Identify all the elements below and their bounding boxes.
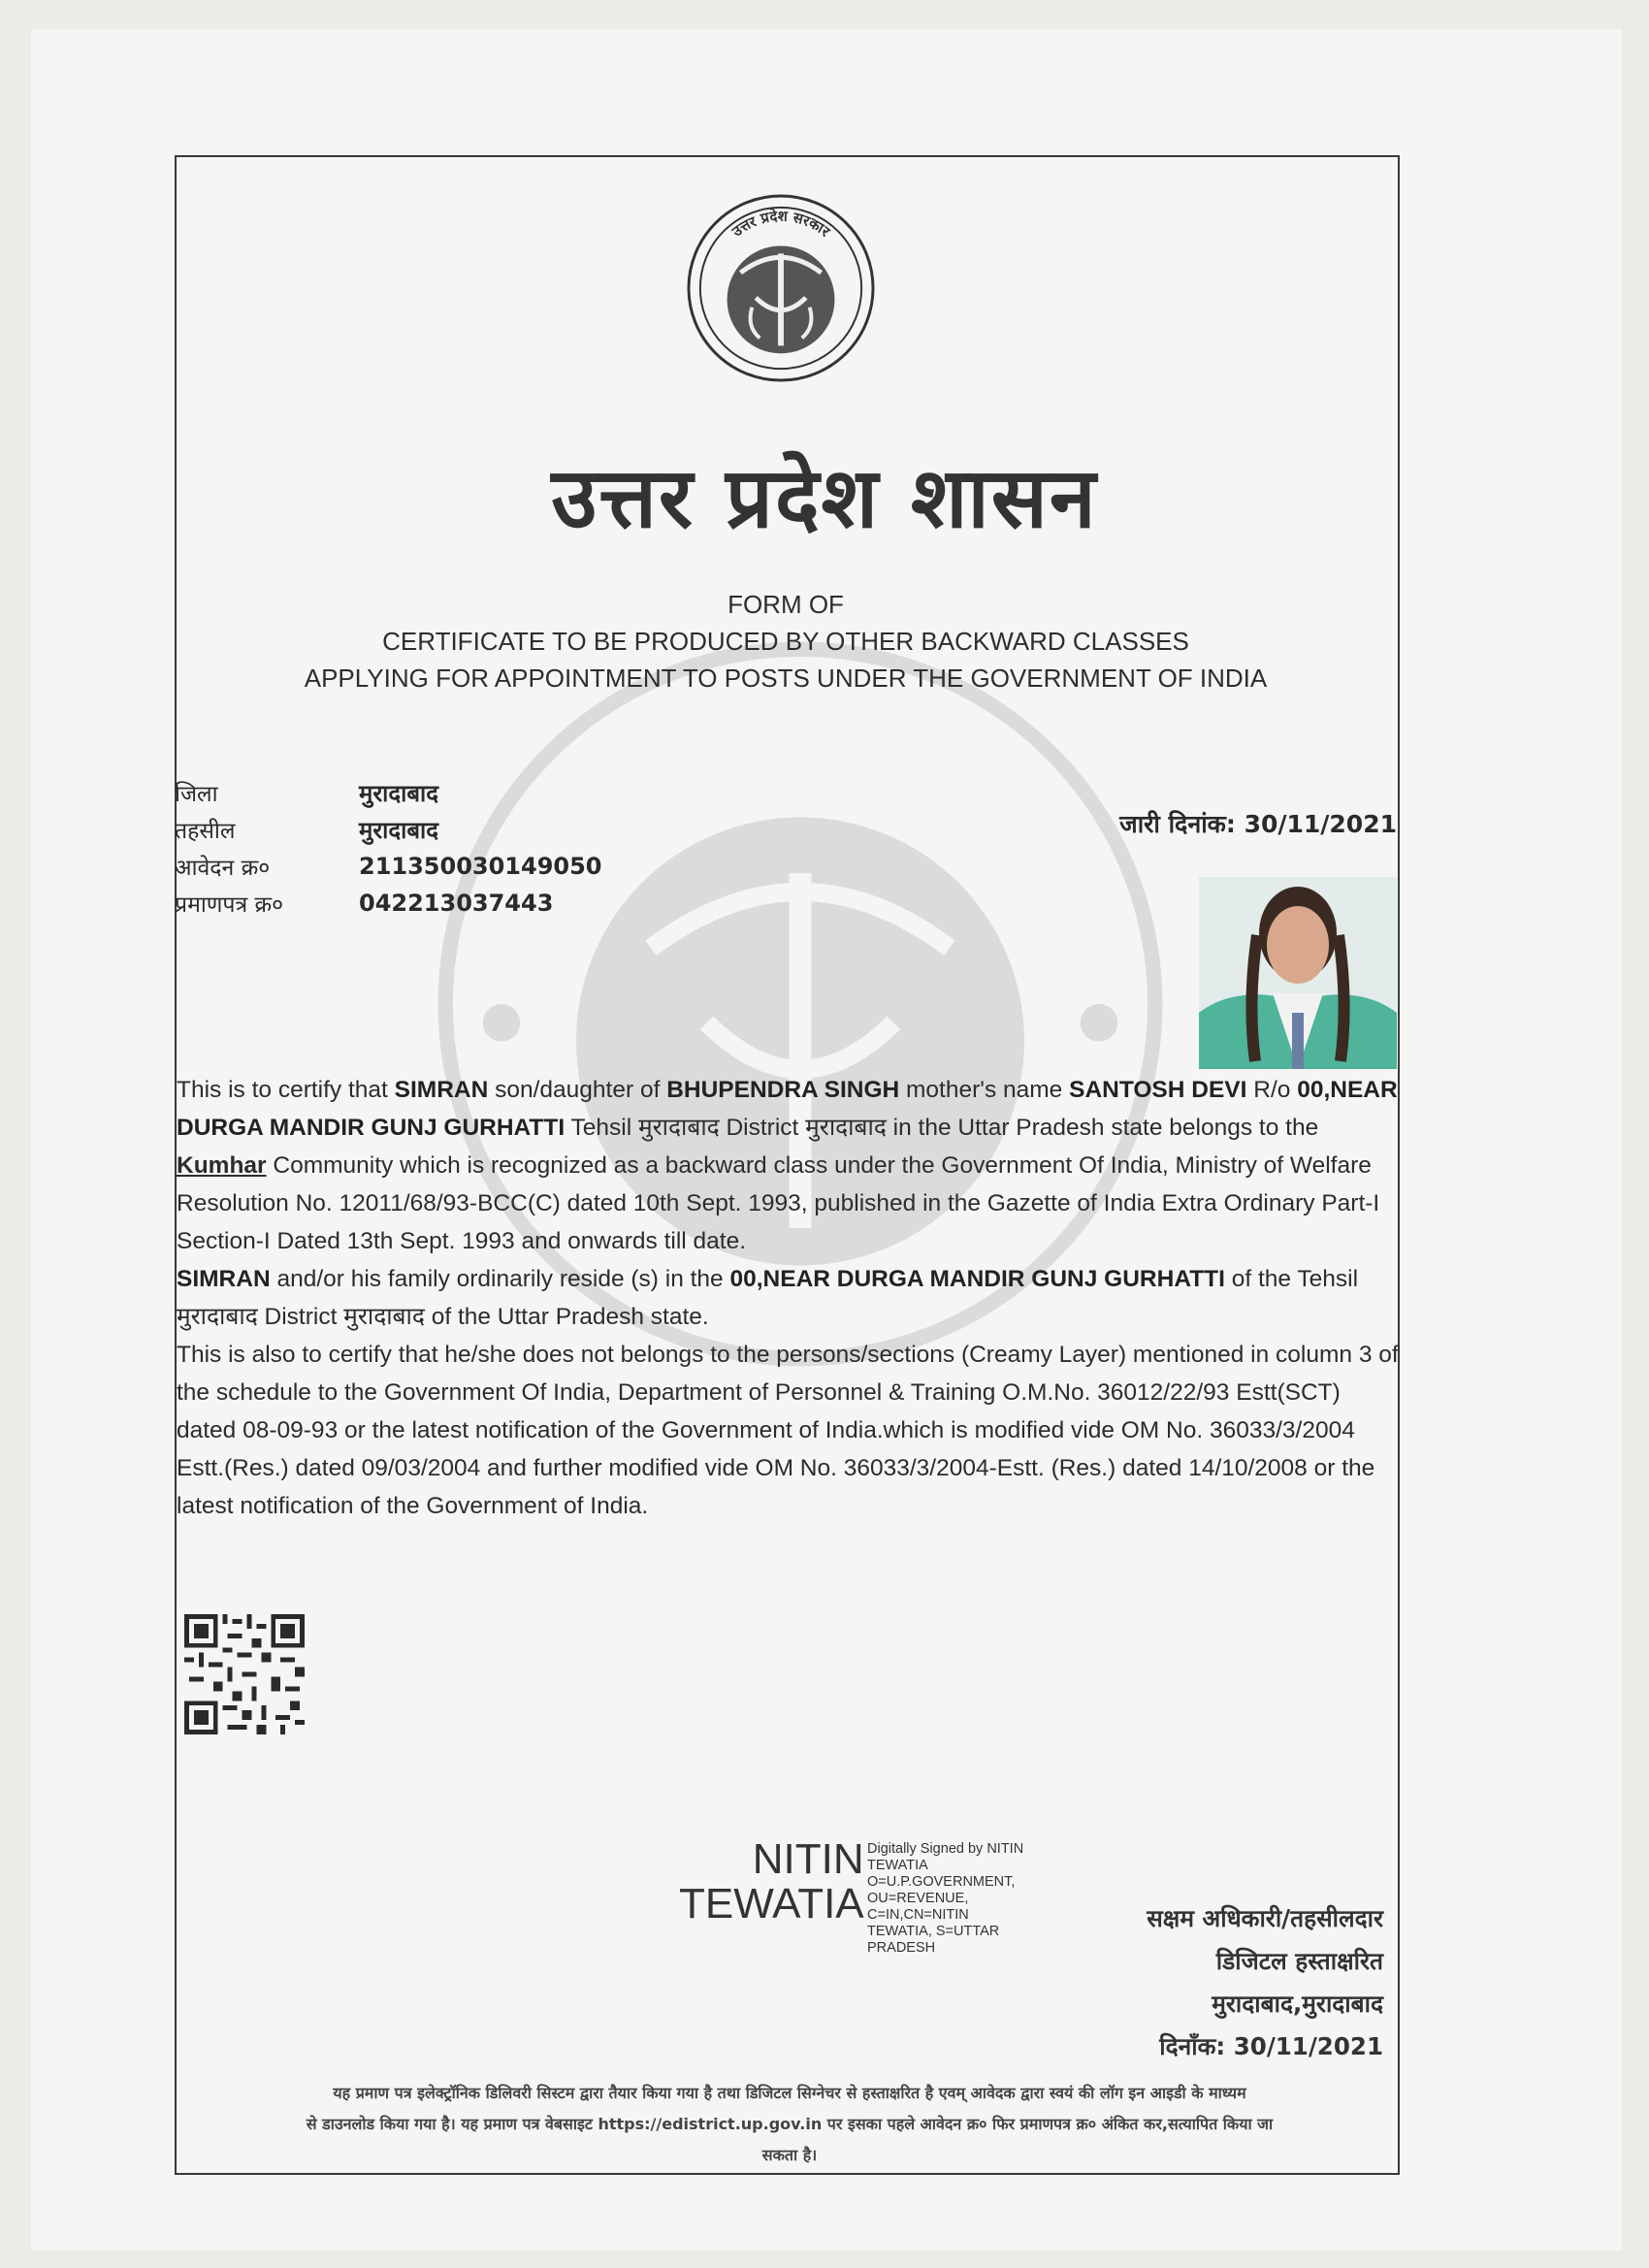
body-text: son/daughter of [488, 1077, 667, 1103]
body-paragraph-1 [177, 1071, 1399, 1260]
signature-detail-line: O=U.P.GOVERNMENT, [867, 1874, 1016, 1890]
address: 00,NEAR DURGA MANDIR GUNJ GURHATTI [177, 1077, 1398, 1141]
signature-detail-line: OU=REVENUE, [867, 1891, 969, 1906]
up-govt-emblem [685, 184, 877, 392]
authority-location: मुरादाबाद,मुरादाबाद [1212, 1990, 1383, 2018]
body-text: R/o [1246, 1077, 1298, 1103]
signature-detail-line: TEWATIA, S=UTTAR [867, 1924, 1000, 1939]
digital-signature-details [867, 1841, 1023, 1957]
applicant-name: SIMRAN [394, 1077, 489, 1103]
community-name: Kumhar [177, 1152, 267, 1179]
signature-detail-line: TEWATIA [867, 1858, 928, 1873]
info-value: मुरादाबाद [359, 816, 439, 844]
applicant-name: SIMRAN [177, 1266, 271, 1292]
mother-name: SANTOSH DEVI [1069, 1077, 1247, 1103]
father-name: BHUPENDRA SINGH [666, 1077, 900, 1103]
info-row-district [175, 774, 602, 811]
authority-block [1077, 1897, 1383, 2068]
authority-designation: सक्षम अधिकारी/तहसीलदार [1147, 1904, 1383, 1932]
form-of-heading: FORM OF [728, 590, 844, 619]
info-row-tehsil [175, 811, 602, 848]
info-value: मुरादाबाद [359, 779, 439, 807]
body-text: mother's name [899, 1077, 1070, 1103]
authority-digital-signed: डिजिटल हस्ताक्षरित [1215, 1947, 1383, 1975]
body-text: Community which is recognized as a backward class under the Government Of India, Ministry of Welfare Resolution No. 12011/68/93-BCC(C) dated 10th Sept. 1993, published in the Gazette of India Extra Ordinary Part-I Section-I Dated 13th Sept. 1993 and onwards till date. [177, 1152, 1380, 1254]
body-text: This is to certify that [177, 1077, 395, 1103]
signatory-name [679, 1837, 864, 1927]
authority-date: दिनाँक: 30/11/2021 [1159, 2032, 1383, 2060]
info-value: 042213037443 [359, 890, 554, 917]
body-paragraph-3: This is also to certify that he/she does not belongs to the persons/sections (Creamy Layer) mentioned in column 3 of the schedule to the Government Of India, Department of Personnel & Training O.M.No. 36012/22/93 Estt(SCT) dated 08-09-93 or the latest notification of the Government of India.which is modified vide OM No. 36033/3/2004 Estt.(Res.) dated 09/03/2004 and further modified vide OM No. 36033/3/2004-Estt. (Res.) dated 14/10/2008 or the latest notification of the Government of India. [177, 1342, 1399, 1519]
body-paragraph-2 [177, 1260, 1399, 1336]
signatory-last-name: TEWATIA [679, 1880, 864, 1928]
info-value: 211350030149050 [359, 853, 602, 880]
issue-date: जारी दिनांक: 30/11/2021 [1119, 810, 1397, 838]
govt-title: उत्तर प्रदेश शासन [551, 450, 1098, 547]
info-row-certificate-no [175, 885, 602, 922]
certificate-body [177, 1071, 1399, 1525]
info-label: आवेदन क्र० [175, 856, 271, 881]
body-text: of the Tehsil मुरादाबाद District मुरादाबाद of the Uttar Pradesh state. [177, 1266, 1359, 1330]
svg-text:उत्तर प्रदेश सरकार [728, 208, 834, 242]
qr-code [184, 1614, 305, 1734]
emblem-text: उत्तर प्रदेश सरकार [728, 207, 834, 241]
applicant-photo [1199, 877, 1397, 1069]
info-row-application-no [175, 848, 602, 885]
footer-line: सकता है। [761, 2146, 818, 2164]
info-block [175, 774, 602, 922]
footer-line: यह प्रमाण पत्र इलेक्ट्रॉनिक डिलिवरी सिस्टम द्वारा तैयार किया गया है तथा डिजिटल सिग्नेचर से हस्ताक्षरित है एवम् आवेदक द्वारा स्वयं की लॉग इन आइडी के माध्यम [333, 2084, 1246, 2102]
info-label: जिला [175, 782, 218, 807]
body-text: and/or his family ordinarily reside (s) in the [270, 1266, 730, 1292]
body-text: Tehsil मुरादाबाद District मुरादाबाद in the Uttar Pradesh state belongs to the [565, 1115, 1319, 1141]
info-label: प्रमाणपत्र क्र० [175, 892, 284, 918]
certificate-heading-line2: APPLYING FOR APPOINTMENT TO POSTS UNDER THE GOVERNMENT OF INDIA [304, 664, 1268, 693]
residence-address: 00,NEAR DURGA MANDIR GUNJ GURHATTI [729, 1266, 1225, 1292]
footer-note [188, 2078, 1391, 2171]
info-label: तहसील [175, 819, 236, 844]
signatory-first-name: NITIN [752, 1835, 864, 1883]
footer-line: से डाउनलोड किया गया है। यह प्रमाण पत्र वेबसाइट https://edistrict.up.gov.in पर इसका पहले आवेदन क्र० फिर प्रमाणपत्र क्र० अंकित कर,सत्यापित किया जा [306, 2115, 1274, 2133]
certificate-heading-line1: CERTIFICATE TO BE PRODUCED BY OTHER BACKWARD CLASSES [382, 627, 1189, 656]
signature-detail-line: PRADESH [867, 1940, 936, 1956]
signature-detail-line: Digitally Signed by NITIN [867, 1841, 1024, 1857]
signature-detail-line: C=IN,CN=NITIN [867, 1907, 969, 1923]
